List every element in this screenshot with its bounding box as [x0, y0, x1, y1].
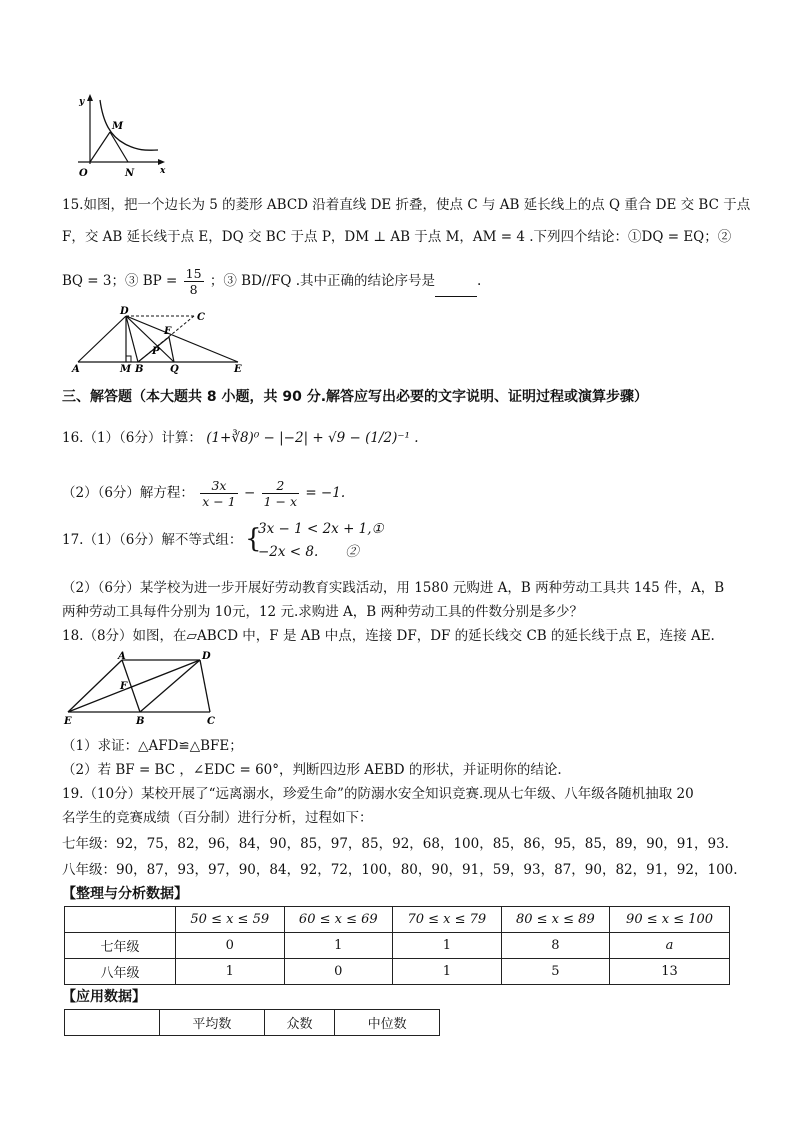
- fraction-15-8: [184, 266, 204, 297]
- x-axis-arrow: [158, 159, 165, 165]
- table-row: [65, 933, 730, 959]
- statistics-table: [64, 1009, 440, 1036]
- q16-p2-rhs: = −1.: [305, 485, 346, 501]
- table-cell: 13: [610, 959, 730, 985]
- figure-q14-graph: [70, 92, 180, 182]
- table-cell: 1: [284, 933, 393, 959]
- q18-line1: 18.（8分）如图，在▱ABCD 中，F 是 AB 中点，连接 DF，DF 的延长线交 CB 的延长线于点 E，连接 AE.: [62, 628, 715, 644]
- label-C: C: [207, 716, 215, 727]
- system-brace: {: [245, 524, 262, 554]
- inequality-2: −2x < 8. ②: [258, 544, 359, 560]
- table2-header-cell: 中位数: [335, 1010, 440, 1036]
- segment-DC: [200, 660, 210, 712]
- table1-header-cell: [65, 907, 176, 933]
- frac1-num: 3x: [200, 478, 237, 494]
- label-O: O: [79, 168, 88, 179]
- y-axis-arrow: [87, 94, 93, 101]
- label-E: E: [234, 364, 242, 374]
- table2-header-row: [65, 1010, 440, 1036]
- frequency-table: [64, 906, 730, 985]
- table-cell: 5: [501, 959, 610, 985]
- label-A: A: [118, 651, 126, 662]
- table-cell: 1: [393, 933, 502, 959]
- q17-p1-label: 17.（1）（6分）解不等式组：: [62, 532, 243, 548]
- inequality-1: 3x − 1 < 2x + 1,①: [258, 521, 384, 537]
- line-DE: [126, 316, 238, 362]
- label-N: N: [125, 168, 135, 179]
- label-M: M: [120, 364, 132, 374]
- segment-DB: [126, 316, 138, 362]
- table1-header-row: [65, 907, 730, 933]
- label-x: x: [160, 166, 166, 176]
- label-E: E: [64, 716, 72, 727]
- table-cell: 8: [501, 933, 610, 959]
- q15-line2: F，交 AB 延长线于点 E，DQ 交 BC 于点 P，DM ⊥ AB 于点 M，AM = 4 .下列四个结论：①DQ = EQ；②: [62, 229, 732, 245]
- q19-line1: 19.（10分）某校开展了“远离溺水，珍爱生命”的防溺水安全知识竞赛.现从七年级、八年级各随机抽取 20: [62, 786, 694, 802]
- frac-num: 15: [185, 266, 202, 281]
- table2-header-cell: 众数: [264, 1010, 335, 1036]
- table-cell: 0: [176, 933, 285, 959]
- label-F: F: [164, 326, 172, 337]
- segment-AD: [78, 316, 126, 362]
- table2-header-cell: 平均数: [160, 1010, 265, 1036]
- fraction-3x: [200, 478, 237, 509]
- table-cell: 0: [284, 959, 393, 985]
- table-cell: 1: [176, 959, 285, 985]
- label-M: M: [112, 121, 124, 132]
- table1-header-cell: 60 ≤ x ≤ 69: [284, 907, 393, 933]
- q16-p1-expression: (1+∛8)⁰ − |−2| + √9 − (1/2)⁻¹ .: [206, 430, 419, 446]
- q16-part2: （2）（6分）解方程： $\frac{3x}{x - 1}$ − $\frac{2}{1 - x}$ = −1.: [62, 478, 346, 509]
- label-B: B: [136, 716, 145, 727]
- table1-header-cell: 70 ≤ x ≤ 79: [393, 907, 502, 933]
- label-B: B: [135, 364, 144, 374]
- answer-blank: [435, 282, 477, 297]
- q15-line3-b: ；③ BD//FQ .其中正确的结论序号是: [209, 273, 436, 289]
- q15-line3-end: .: [477, 273, 482, 289]
- table1-title: 【整理与分析数据】: [62, 886, 188, 902]
- figure-q18-parallelogram: [60, 650, 230, 730]
- label-P: P: [152, 346, 160, 357]
- q16-part1: [62, 428, 419, 448]
- label-y: y: [79, 97, 85, 107]
- hyperbola-curve: [100, 100, 158, 150]
- label-D: D: [202, 651, 211, 662]
- q15-line3-a: BQ = 3；③ BP =: [62, 273, 178, 289]
- label-C: C: [197, 312, 205, 323]
- segment-AE: [68, 660, 122, 712]
- fraction-2: [262, 478, 299, 509]
- table-cell: 七年级: [65, 933, 176, 959]
- label-Q: Q: [170, 364, 179, 374]
- label-A: A: [72, 364, 80, 374]
- frac-den: 8: [189, 282, 198, 297]
- table-cell: 1: [393, 959, 502, 985]
- q18-sub1: （1）求证：△AFD≌△BFE；: [62, 738, 243, 754]
- q16-p1-label: 16.（1）（6分）计算：: [62, 430, 202, 446]
- q17-p2-line1: （2）（6分）某学校为进一步开展好劳动教育实践活动，用 1580 元购进 A，B 两种劳动工具共 145 件，A，B: [62, 580, 725, 596]
- segment-OM: [90, 132, 110, 162]
- table1-header-cell: 80 ≤ x ≤ 89: [501, 907, 610, 933]
- q19-line2: 名学生的竞赛成绩（百分制）进行分析，过程如下：: [62, 810, 373, 826]
- table1-header-cell: 50 ≤ x ≤ 59: [176, 907, 285, 933]
- q17-part1: [62, 530, 242, 550]
- table-row: [65, 959, 730, 985]
- q18-sub2: （2）若 BF = BC ，∠EDC = 60°，判断四边形 AEBD 的形状，并证明你的结论.: [62, 762, 562, 778]
- table2-header-cell: [65, 1010, 160, 1036]
- table1-header-cell: 90 ≤ x ≤ 100: [610, 907, 730, 933]
- label-F: F: [120, 681, 128, 692]
- table-cell: a: [610, 933, 730, 959]
- table2-title: 【应用数据】: [62, 989, 146, 1005]
- frac2-num: 2: [262, 478, 299, 494]
- segment-MN: [110, 132, 128, 162]
- section-title: 三、解答题（本大题共 8 小题，共 90 分.解答应写出必要的文字说明、证明过程或演算步骤）: [62, 389, 649, 405]
- segment-DB: [140, 660, 200, 712]
- q17-p2-line2: 两种劳动工具每件分别为 10元，12 元.求购进 A，B 两种劳动工具的件数分别是多少？: [62, 604, 583, 620]
- figure-q15-rhombus: [66, 304, 256, 374]
- q15-line3: [62, 266, 481, 297]
- label-D: D: [120, 306, 129, 317]
- right-angle-mark: [126, 356, 131, 362]
- table-cell: 八年级: [65, 959, 176, 985]
- q16-p2-label: （2）（6分）解方程：: [62, 485, 194, 501]
- frac2-den: 1 − x: [263, 494, 298, 509]
- frac1-den: x − 1: [202, 494, 236, 509]
- q19-grade7-scores: 七年级：92，75，82，96，84，90，85，97，85，92，68，100，85，86，95，85，89，90，91，93.: [62, 836, 729, 852]
- q19-grade8-scores: 八年级：90，87，93，97，90，84，92，72，100，80，90，91，59，93，87，90，82，91，92，100.: [62, 862, 738, 878]
- q15-line1: 15.如图，把一个边长为 5 的菱形 ABCD 沿着直线 DE 折叠，使点 C 与 AB 延长线上的点 Q 重合 DE 交 BC 于点: [62, 197, 751, 213]
- segment-DE: [68, 660, 200, 712]
